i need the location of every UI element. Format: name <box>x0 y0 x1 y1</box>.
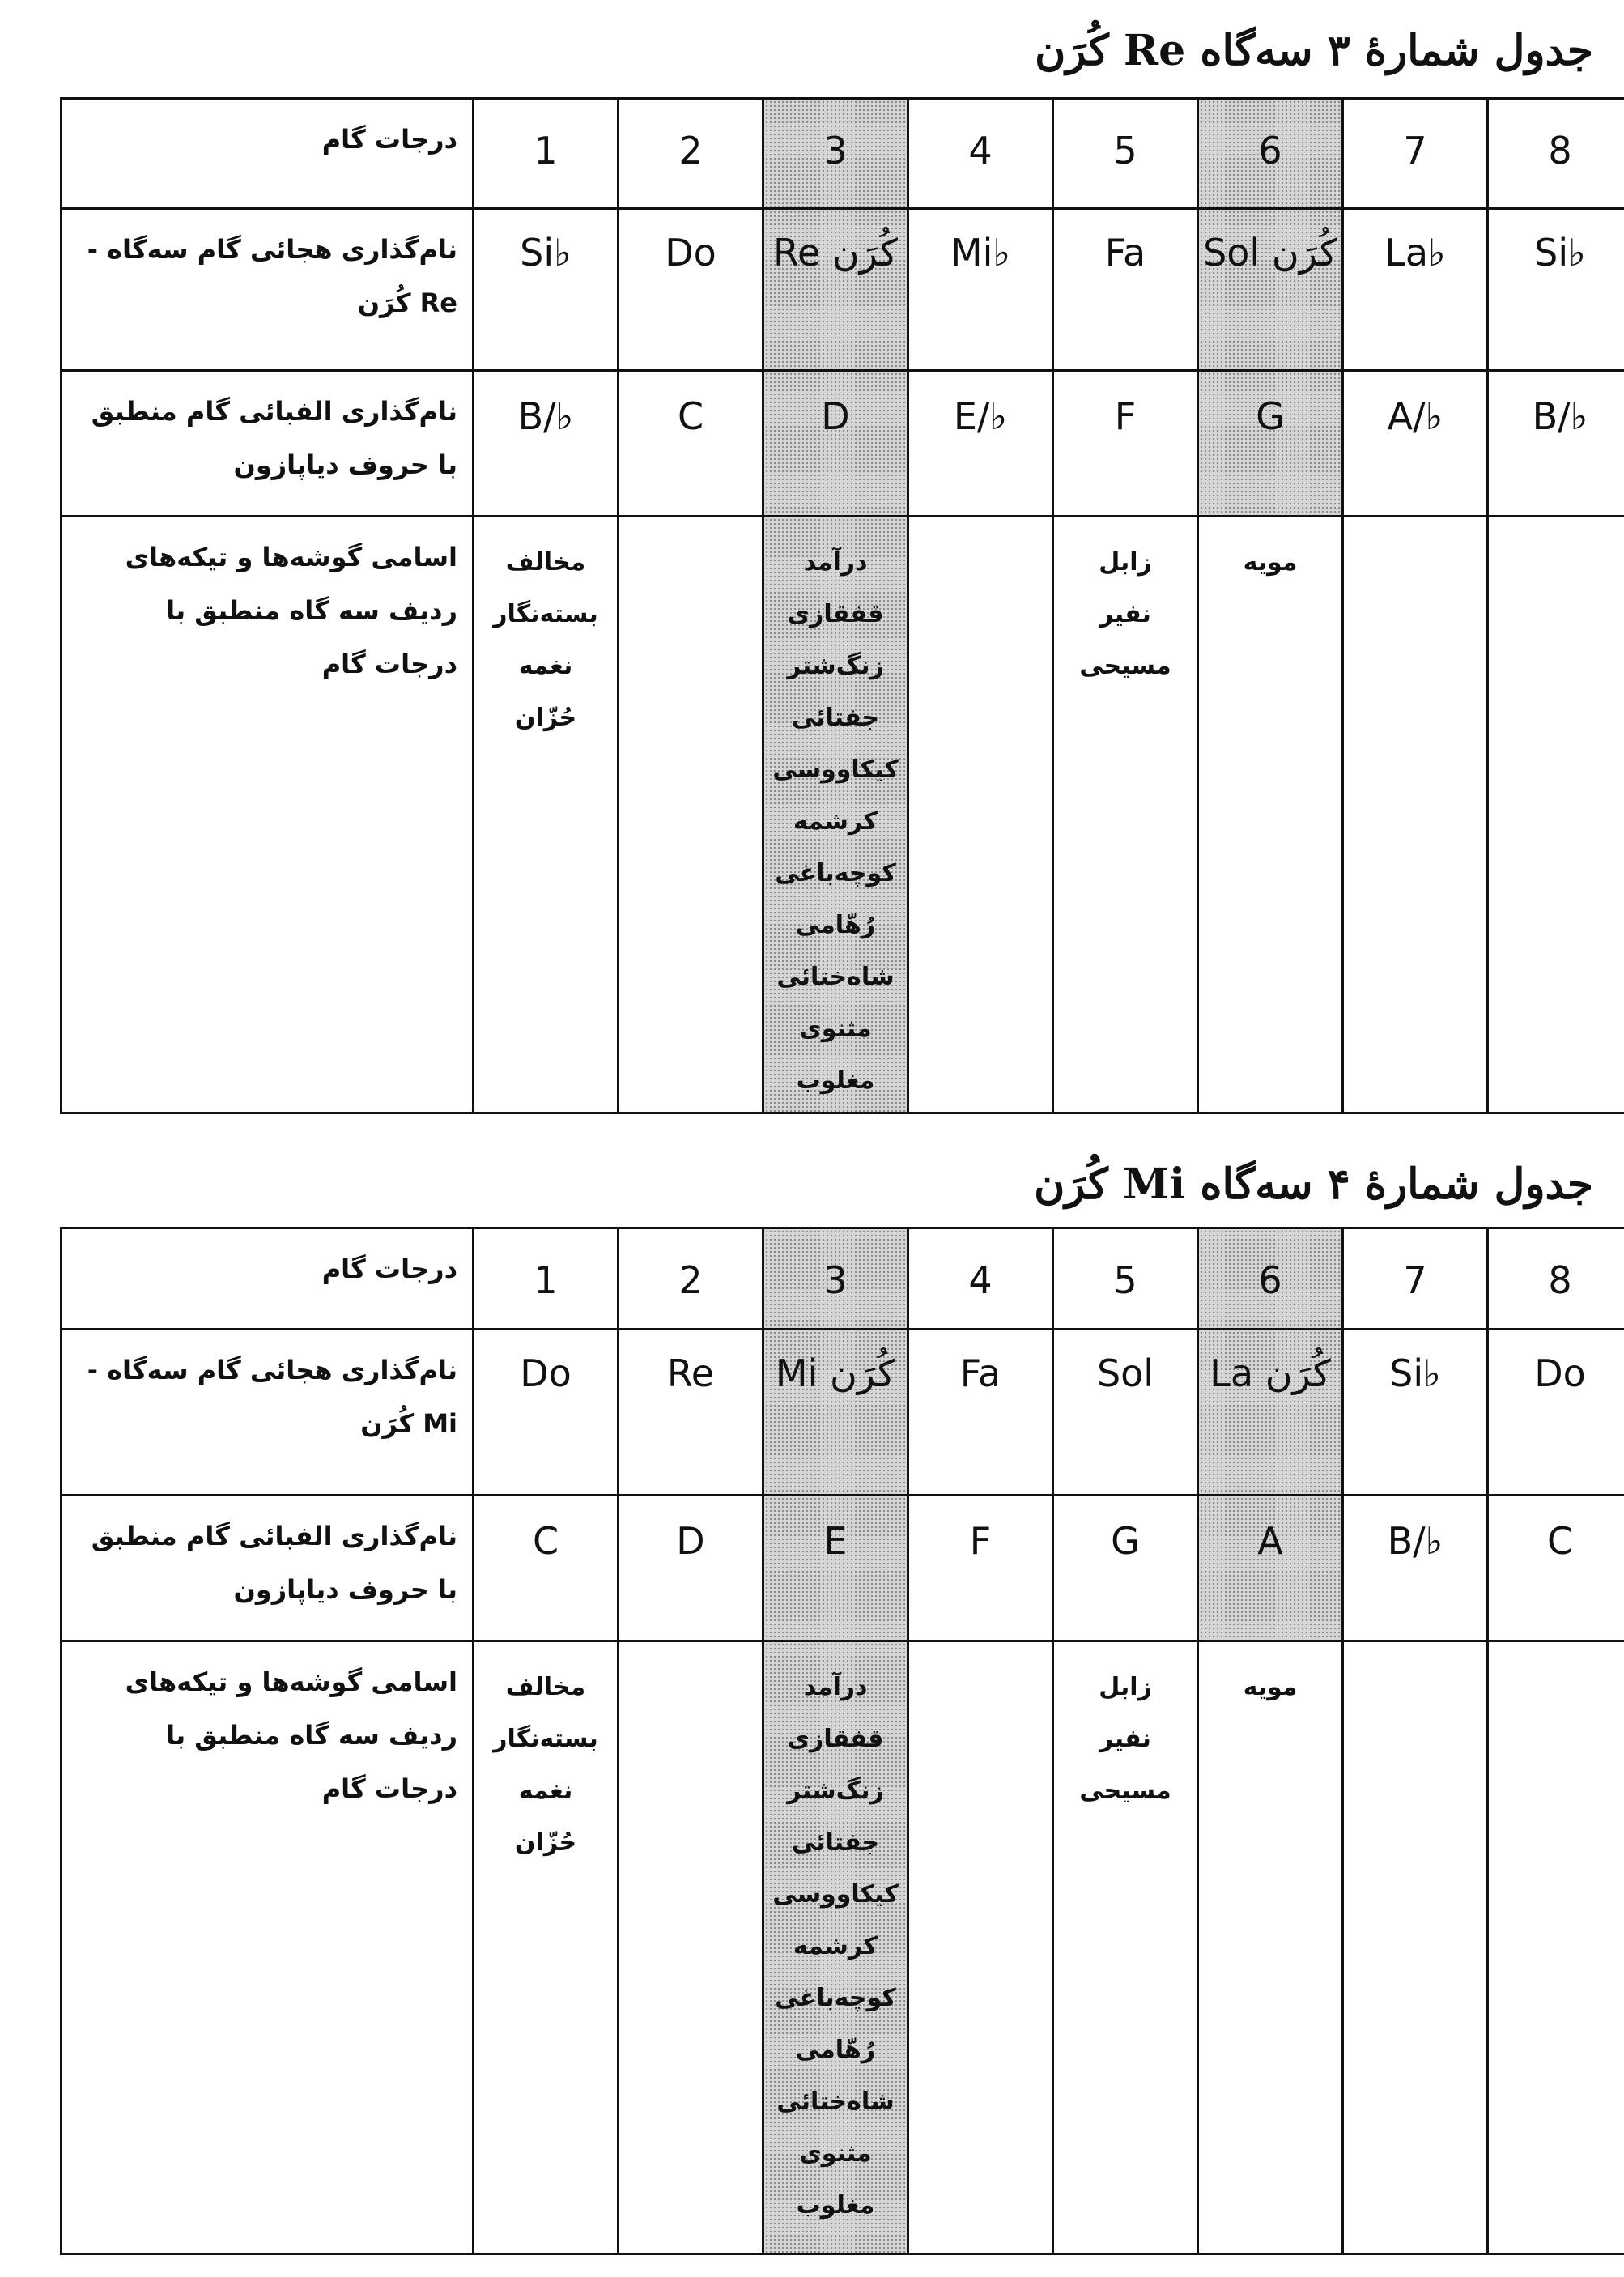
gushe-cell <box>474 517 619 1113</box>
degree-cell: 6 <box>1198 99 1343 209</box>
degree-cell: 8 <box>1488 99 1624 209</box>
syllabic-cell: La♭ <box>1343 209 1488 371</box>
syllabic-cell: Si♭ <box>1343 1330 1488 1496</box>
syllabic-cell: Do <box>474 1330 619 1496</box>
letter-cell: F <box>1053 371 1198 517</box>
letters-row <box>62 371 1624 517</box>
gushe-name: کرشمه <box>793 1932 878 1960</box>
syllabic-cell: Mi♭ <box>908 209 1053 371</box>
table-3-title: جدول شمارهٔ ۳ سه‌گاه Re کُرَن <box>1035 26 1593 75</box>
syllabic-row <box>62 1330 1624 1496</box>
degrees-row <box>62 1228 1624 1330</box>
gushe-name: درآمد <box>803 1673 868 1701</box>
syllabic-cell: Re کُرَن <box>763 209 908 371</box>
letter-cell: D <box>763 371 908 517</box>
gushe-name: مویه <box>1243 548 1298 577</box>
row-label-syllabic: نام‌گذاری هجائی گام سه‌گاه - Re کُرَن <box>62 209 474 371</box>
row-label-syllabic: نام‌گذاری هجائی گام سه‌گاه - Mi کُرَن <box>62 1330 474 1496</box>
gushe-cell <box>763 1641 908 2254</box>
gushe-name: رُهّامی <box>795 2036 876 2064</box>
row-label-gushe: اسامی گوشه‌ها و تیکه‌های ردیف سه گاه منطبق با درجات گام <box>62 1641 474 2254</box>
row-label-degrees: درجات گام <box>62 1228 474 1330</box>
degree-cell: 1 <box>474 99 619 209</box>
syllabic-cell: La کُرَن <box>1198 1330 1343 1496</box>
gushe-name: زنگ‌شتر <box>787 652 884 680</box>
gushe-name: کیکاووسی <box>772 755 899 784</box>
degrees-row <box>62 99 1624 209</box>
gushe-cell <box>908 517 1053 1113</box>
gushe-cell <box>763 517 908 1113</box>
gushe-cell <box>1488 1641 1624 2254</box>
syllabic-cell: Si♭ <box>1488 209 1624 371</box>
letter-cell: C <box>1488 1496 1624 1641</box>
gushe-name: نفیر <box>1099 1725 1151 1753</box>
gushe-name: نفیر <box>1099 600 1151 628</box>
syllabic-cell: Sol <box>1053 1330 1198 1496</box>
gushe-name: جفتائی <box>791 704 880 732</box>
letter-cell: E/♭ <box>908 371 1053 517</box>
gushe-name: مخالف <box>505 1673 586 1701</box>
gushe-name: مثنوی <box>799 1015 872 1043</box>
row-label-letters: نام‌گذاری الفبائی گام منطبق با حروف دیاپازون <box>62 371 474 517</box>
syllabic-cell: Re <box>619 1330 763 1496</box>
degree-cell: 4 <box>908 99 1053 209</box>
letter-cell: G <box>1198 371 1343 517</box>
letter-cell: A <box>1198 1496 1343 1641</box>
letter-cell: B/♭ <box>1488 371 1624 517</box>
degree-cell: 7 <box>1343 99 1488 209</box>
gushe-name: قفقازی <box>787 600 884 628</box>
gushe-name: زنگ‌شتر <box>787 1777 884 1805</box>
syllabic-cell: Si♭ <box>474 209 619 371</box>
letter-cell: E <box>763 1496 908 1641</box>
gushe-name: مویه <box>1243 1673 1298 1701</box>
letter-cell: B/♭ <box>1343 1496 1488 1641</box>
gushe-name: مسیحی <box>1079 652 1171 680</box>
gushe-cell <box>1198 1641 1343 2254</box>
gushe-name: کوچه‌باغی <box>775 859 896 887</box>
gushe-cell <box>619 1641 763 2254</box>
letter-cell: A/♭ <box>1343 371 1488 517</box>
gushe-name: قفقازی <box>787 1725 884 1753</box>
degree-cell: 8 <box>1488 1228 1624 1330</box>
degree-cell: 4 <box>908 1228 1053 1330</box>
syllabic-cell: Do <box>1488 1330 1624 1496</box>
gushe-name: زابل <box>1099 1673 1152 1701</box>
gushe-name: مغلوب <box>796 2191 875 2220</box>
gushe-name: زابل <box>1099 548 1152 577</box>
gushe-name: مخالف <box>505 548 586 577</box>
letter-cell: D <box>619 1496 763 1641</box>
letter-cell: B/♭ <box>474 371 619 517</box>
gushe-cell <box>474 1641 619 2254</box>
row-label-gushe: اسامی گوشه‌ها و تیکه‌های ردیف سه گاه منطبق با درجات گام <box>62 517 474 1113</box>
gushe-cell <box>1343 517 1488 1113</box>
gushe-name: مغلوب <box>796 1066 875 1095</box>
letter-cell: F <box>908 1496 1053 1641</box>
row-label-degrees: درجات گام <box>62 99 474 209</box>
letter-cell: C <box>619 371 763 517</box>
gushe-name: مثنوی <box>799 2139 872 2168</box>
gushe-name: بسته‌نگار <box>493 600 598 628</box>
syllabic-cell: Mi کُرَن <box>763 1330 908 1496</box>
gushe-name: شاه‌ختائی <box>776 2088 895 2116</box>
gushe-name: بسته‌نگار <box>493 1725 598 1753</box>
syllabic-cell: Sol کُرَن <box>1198 209 1343 371</box>
degree-cell: 7 <box>1343 1228 1488 1330</box>
gushe-row <box>62 1641 1624 2254</box>
gushe-cell <box>1343 1641 1488 2254</box>
syllabic-cell: Do <box>619 209 763 371</box>
gushe-cell <box>908 1641 1053 2254</box>
degree-cell: 6 <box>1198 1228 1343 1330</box>
gushe-cell <box>1053 517 1198 1113</box>
gushe-name: حُزّان <box>514 1828 577 1857</box>
gushe-cell <box>1488 517 1624 1113</box>
degree-cell: 3 <box>763 1228 908 1330</box>
gushe-name: نغمه <box>518 1777 573 1805</box>
gushe-name: کوچه‌باغی <box>775 1984 896 2012</box>
gushe-name: درآمد <box>803 548 868 577</box>
degree-cell: 3 <box>763 99 908 209</box>
degree-cell: 5 <box>1053 1228 1198 1330</box>
letters-row <box>62 1496 1624 1641</box>
degree-cell: 1 <box>474 1228 619 1330</box>
gushe-name: مسیحی <box>1079 1777 1171 1805</box>
gushe-cell <box>1053 1641 1198 2254</box>
gushe-cell <box>1198 517 1343 1113</box>
letter-cell: G <box>1053 1496 1198 1641</box>
gushe-name: شاه‌ختائی <box>776 963 895 991</box>
gushe-name: کرشمه <box>793 807 878 836</box>
table-4-segah-mi-koron <box>60 1227 1624 2255</box>
table-4-title: جدول شمارهٔ ۴ سه‌گاه Mi کُرَن <box>1034 1160 1593 1209</box>
gushe-name: کیکاووسی <box>772 1880 899 1909</box>
letter-cell: C <box>474 1496 619 1641</box>
table-3-segah-re-koron <box>60 97 1624 1114</box>
degree-cell: 2 <box>619 1228 763 1330</box>
degree-cell: 2 <box>619 99 763 209</box>
degree-cell: 5 <box>1053 99 1198 209</box>
syllabic-cell: Fa <box>1053 209 1198 371</box>
gushe-name: حُزّان <box>514 704 577 732</box>
syllabic-row <box>62 209 1624 371</box>
gushe-row <box>62 517 1624 1113</box>
row-label-letters: نام‌گذاری الفبائی گام منطبق با حروف دیاپازون <box>62 1496 474 1641</box>
gushe-name: نغمه <box>518 652 573 680</box>
syllabic-cell: Fa <box>908 1330 1053 1496</box>
gushe-name: جفتائی <box>791 1828 880 1857</box>
gushe-name: رُهّامی <box>795 911 876 939</box>
gushe-cell <box>619 517 763 1113</box>
